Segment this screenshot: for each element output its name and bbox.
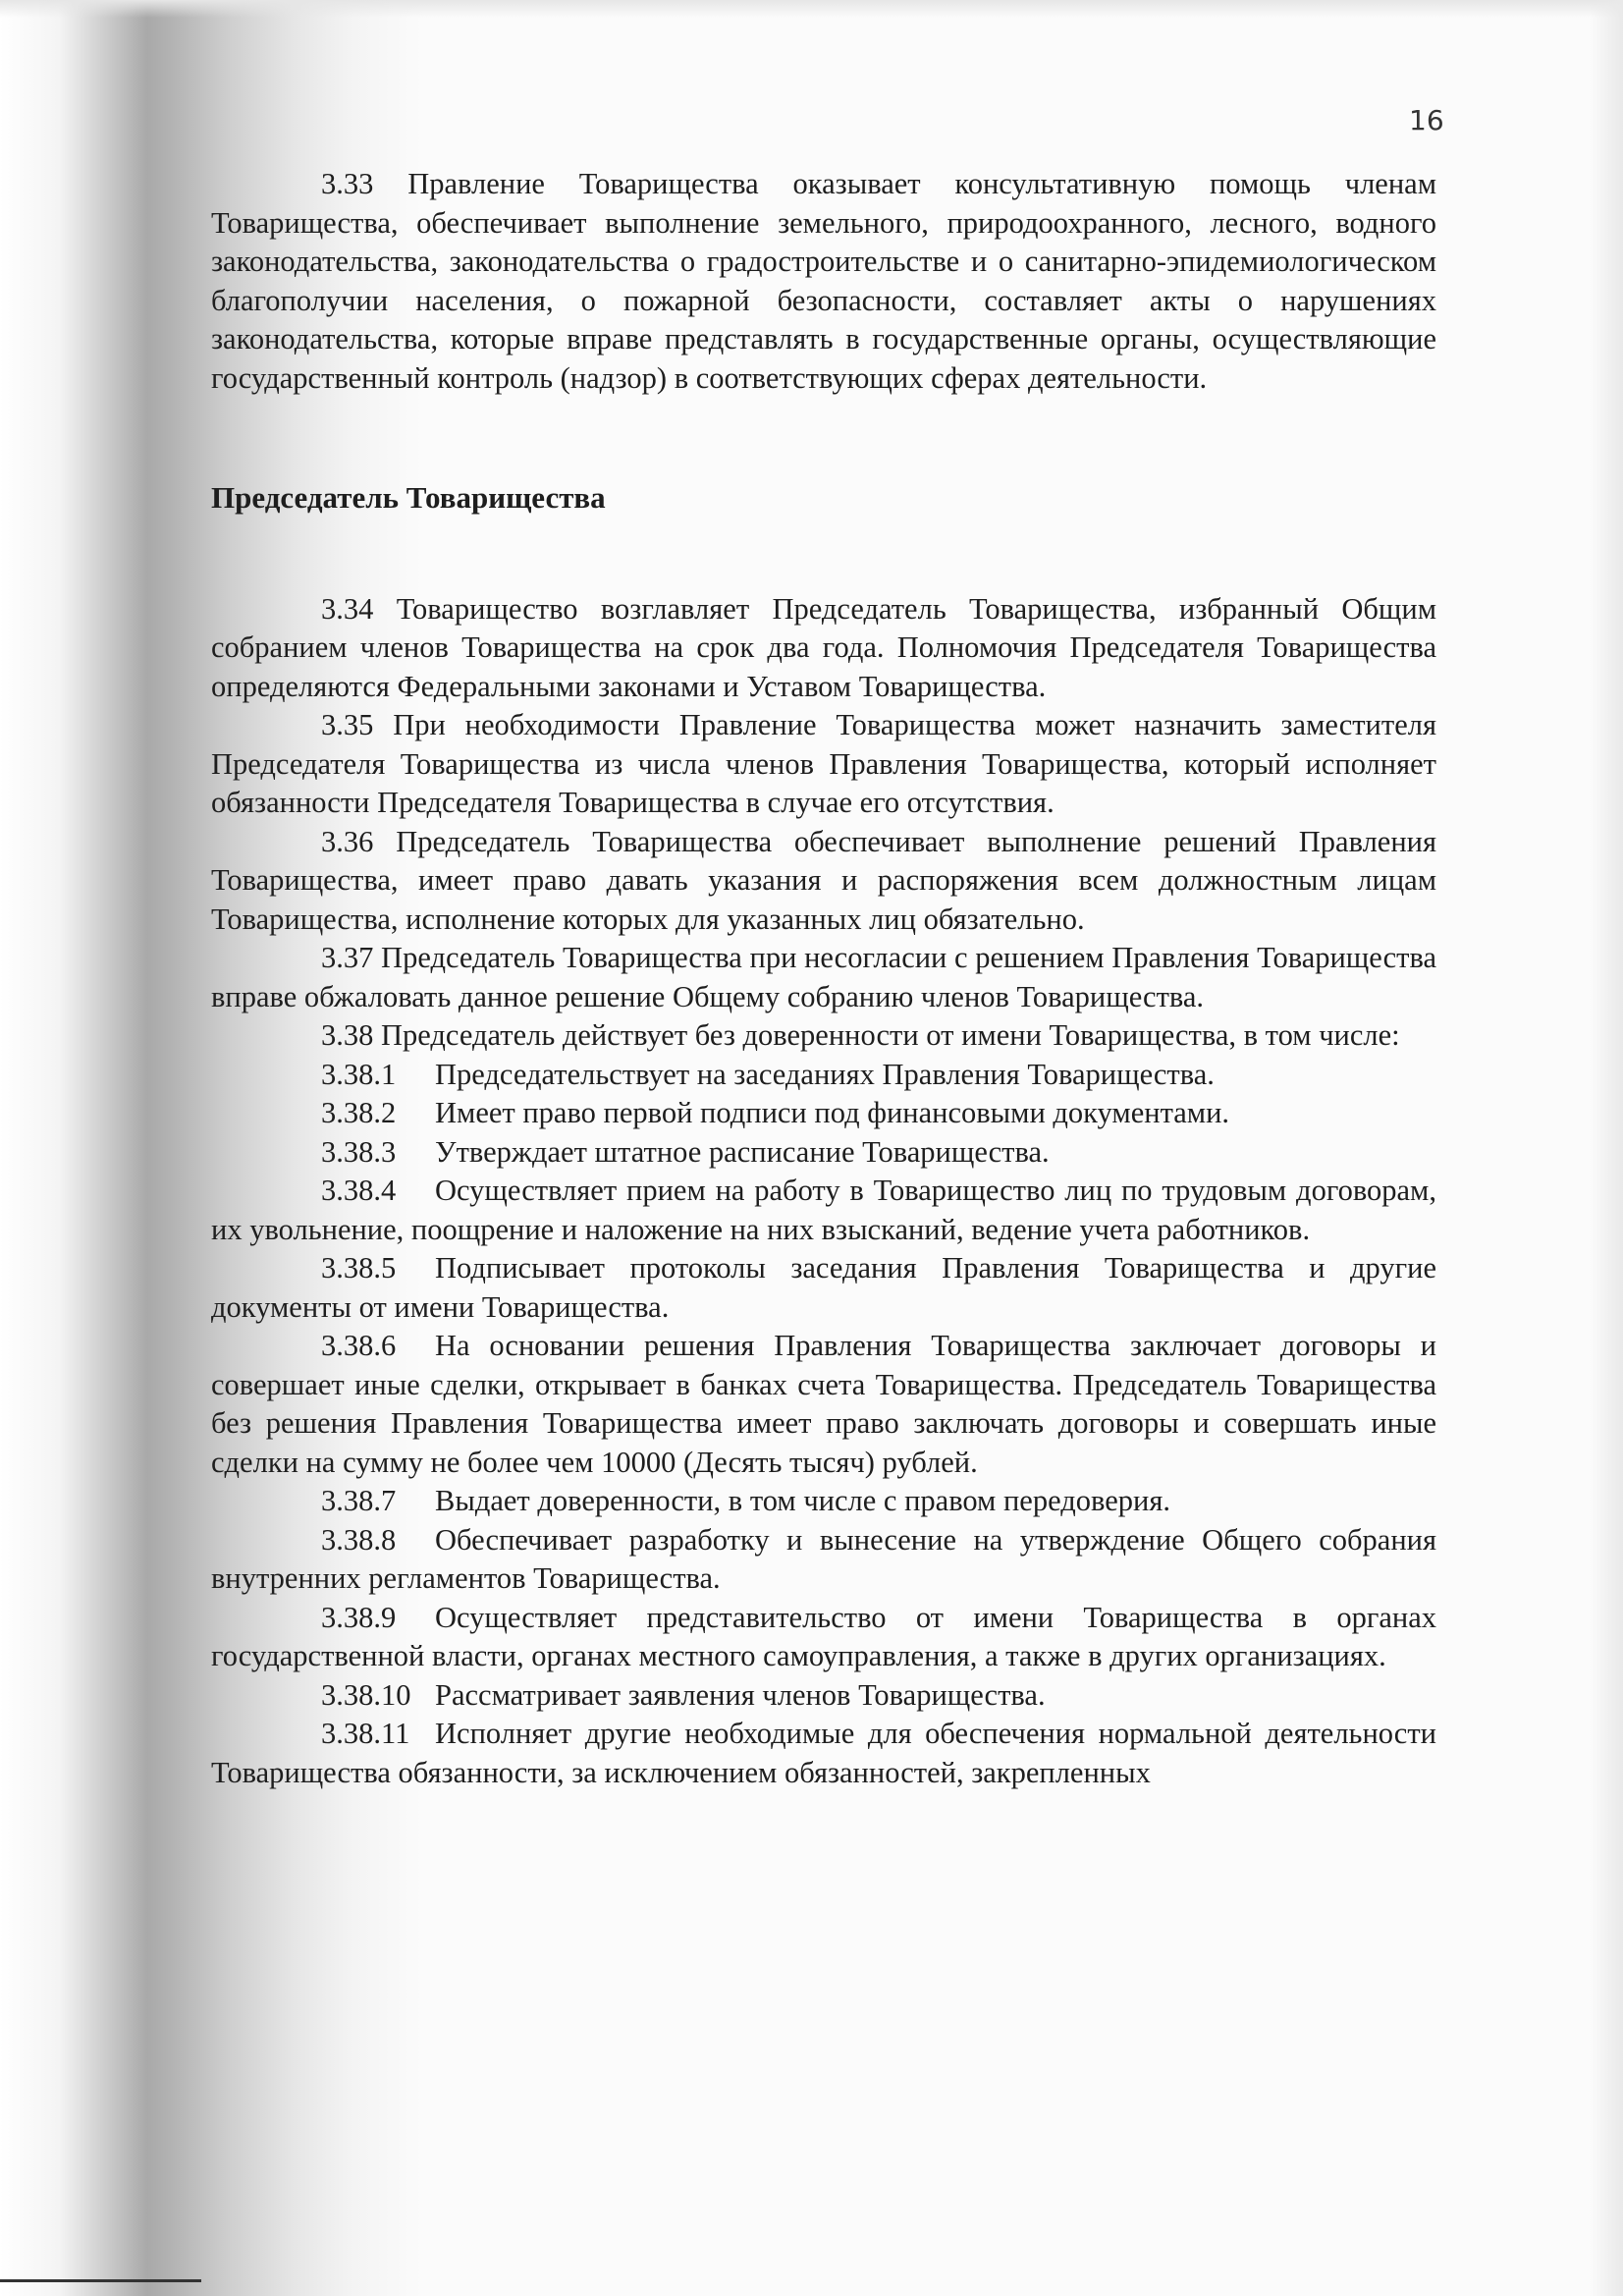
subitem-text: Осуществляет представительство от имени Товарищества в органах государственной власти, органах местного самоуправления, а также в других организациях. <box>211 1600 1436 1672</box>
subitem-text: Выдает доверенности, в том числе с правом передоверия. <box>435 1484 1170 1517</box>
document-body <box>211 165 1436 1792</box>
paragraph-3-37 <box>211 939 1436 1016</box>
subitem-number: 3.38.5 <box>321 1251 397 1285</box>
subitem-3-38-4 <box>211 1172 1436 1249</box>
section-heading: Председатель Товарищества <box>211 480 606 515</box>
subitem-3-38-1 <box>211 1056 1436 1095</box>
subitem-number: 3.38.1 <box>321 1057 397 1091</box>
paragraph-text: Председатель Товарищества обеспечивает выполнение решений Правления Товарищества, имеет право давать указания и распоряжения всем должностным лицам Товарищества, исполнение которых для указанных лиц обязательно. <box>211 824 1437 936</box>
paragraph-text: Товарищество возглавляет Председатель Товарищества, избранный Общим собранием членов Товарищества на срок два года. Полномочия Председателя Товарищества определяются Федеральными законами и Уставом Товарищества. <box>211 591 1437 703</box>
subitem-number: 3.38.9 <box>321 1600 397 1634</box>
subitem-number: 3.38.2 <box>321 1096 397 1129</box>
paragraph-text: Председатель Товарищества при несогласии с решением Правления Товарищества вправе обжаловать данное решение Общему собранию членов Товарищества. <box>211 941 1436 1013</box>
subitem-number: 3.38.8 <box>321 1522 397 1557</box>
subitem-number: 3.38.7 <box>321 1484 397 1517</box>
paragraph-3-36 <box>211 823 1436 940</box>
scan-top-edge <box>0 0 1623 18</box>
subitem-3-38-10 <box>211 1676 1436 1716</box>
subitem-text: Утверждает штатное расписание Товарищества. <box>435 1134 1050 1169</box>
subitem-text: Осуществляет прием на работу в Товарищество лиц по трудовым договорам, их увольнение, поощрение и наложение на них взысканий, ведение учета работников. <box>211 1174 1436 1246</box>
paragraph-number: 3.33 <box>321 167 374 200</box>
subitem-3-38-9 <box>211 1599 1436 1676</box>
subitem-text: Председательствует на заседаниях Правления Товарищества. <box>435 1057 1215 1091</box>
paragraph-3-38 <box>211 1016 1436 1056</box>
subitem-text: Подписывает протоколы заседания Правления Товарищества и другие документы от имени Товарищества. <box>211 1251 1436 1324</box>
subitem-3-38-3 <box>211 1133 1436 1173</box>
subitem-number: 3.38.4 <box>321 1174 397 1207</box>
paragraph-3-33 <box>211 165 1436 398</box>
subitem-3-38-7 <box>211 1482 1436 1521</box>
subitem-number: 3.38.6 <box>321 1329 397 1362</box>
subitem-text: Исполняет другие необходимые для обеспечения нормальной деятельности Товарищества обязанности, за исключением обязанностей, закрепленных <box>211 1717 1436 1789</box>
subitem-3-38-8 <box>211 1521 1436 1599</box>
paragraph-text: Правление Товарищества оказывает консультативную помощь членам Товарищества, обеспечивает выполнение земельного, природоохранного, лесного, водного законодательства, законодательства о градостроительстве и о санитарно-эпидемиологическом благополучии населения, о пожарной безопасности, составляет акты о нарушениях законодательства, которые вправе представлять в государственные органы, осуществляющие государственный контроль (надзор) в соответствующих сферах деятельности. <box>211 167 1437 395</box>
paragraph-3-34 <box>211 590 1436 707</box>
subitem-3-38-6 <box>211 1327 1436 1482</box>
subitem-text: Обеспечивает разработку и вынесение на утверждение Общего собрания внутренних регламентов Товарищества. <box>211 1522 1436 1595</box>
subitem-text: На основании решения Правления Товарищества заключает договоры и совершает иные сделки, открывает в банках счета Товарищества. Председатель Товарищества без решения Правления Товарищества имеет право заключать договоры и совершать иные сделки на сумму не более чем 10000 (Десять тысяч) рублей. <box>211 1329 1436 1479</box>
paragraph-number: 3.34 <box>321 591 374 626</box>
subitem-number: 3.38.10 <box>321 1677 411 1712</box>
subitem-number: 3.38.11 <box>321 1717 410 1750</box>
subitem-text: Имеет право первой подписи под финансовыми документами. <box>435 1096 1230 1129</box>
paragraph-number: 3.37 <box>321 941 374 974</box>
scan-bottom-line <box>0 2279 201 2282</box>
subitem-number: 3.38.3 <box>321 1134 397 1169</box>
paragraph-number: 3.36 <box>321 824 374 858</box>
paragraph-number: 3.38 <box>321 1018 374 1052</box>
scan-right-edge <box>1590 0 1623 2296</box>
paragraph-3-35 <box>211 706 1436 823</box>
subitem-3-38-2 <box>211 1094 1436 1133</box>
subitem-text: Рассматривает заявления членов Товарищества. <box>435 1677 1046 1712</box>
paragraph-text: Председатель действует без доверенности от имени Товарищества, в том числе: <box>381 1018 1400 1052</box>
subitem-3-38-11 <box>211 1715 1436 1792</box>
paragraph-text: При необходимости Правление Товарищества может назначить заместителя Председателя Товарищества из числа членов Правления Товарищества, который исполняет обязанности Председателя Товарищества в случае его отсутствия. <box>211 708 1436 819</box>
page-number: 16 <box>1409 104 1444 137</box>
subitem-3-38-5 <box>211 1249 1436 1327</box>
paragraph-number: 3.35 <box>321 708 374 741</box>
